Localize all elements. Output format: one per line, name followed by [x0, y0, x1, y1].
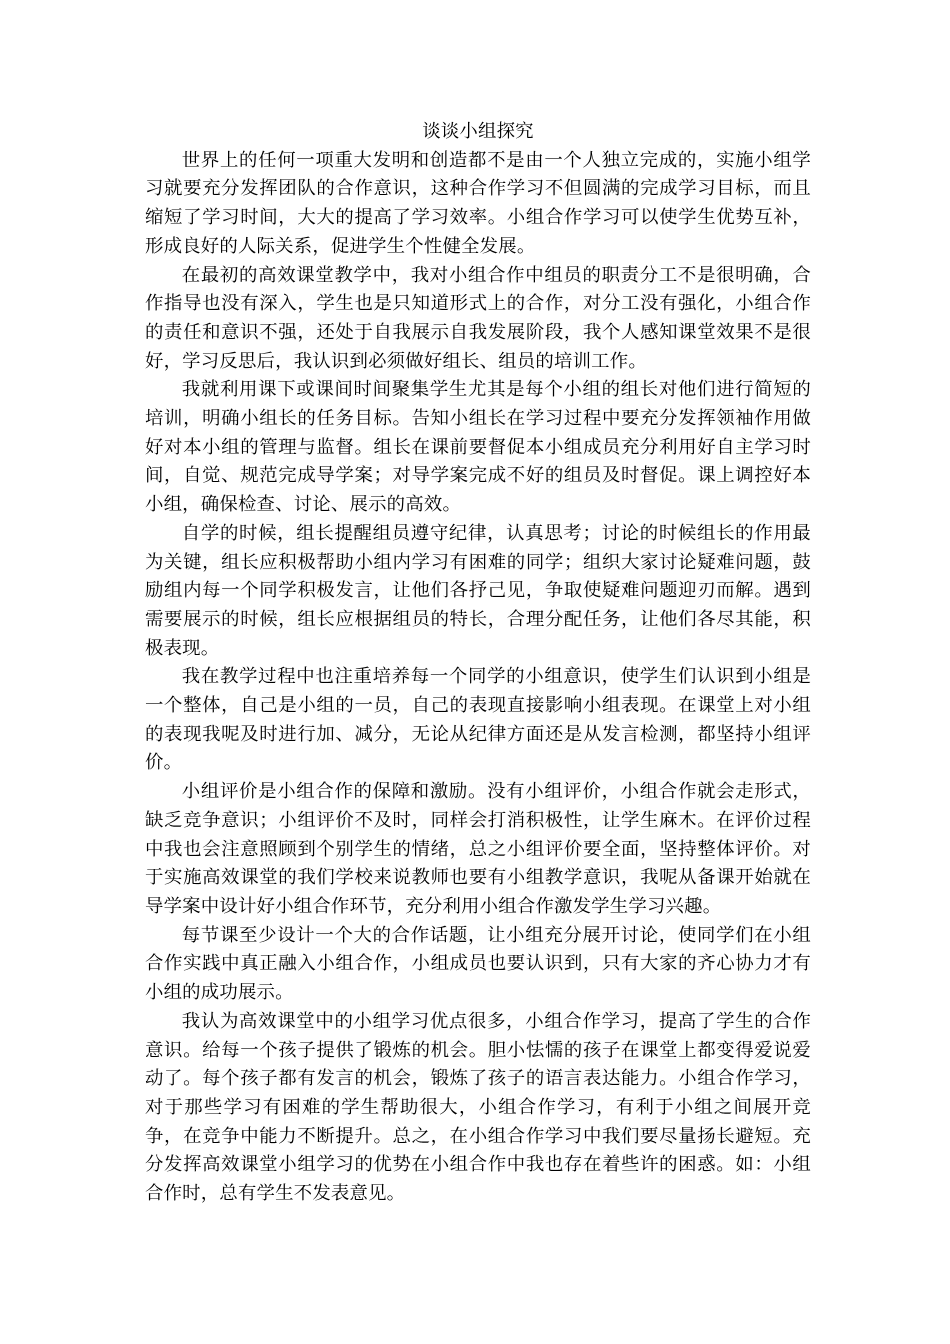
document-body — [145, 118, 811, 1209]
paragraph-3: 我就利用课下或课间时间聚集学生尤其是每个小组的组长对他们进行简短的培训，明确小组长的任务目标。告知小组长在学习过程中要充分发挥领袖作用做好对本小组的管理与监督。组长在课前要督促本小组成员充分利用好自主学习时间，自觉、规范完成导学案；对导学案完成不好的组员及时督促。课上调控好本小组，确保检查、讨论、展示的高效。 — [145, 379, 811, 516]
paragraph-6: 小组评价是小组合作的保障和激励。没有小组评价，小组合作就会走形式，缺乏竞争意识；小组评价不及时，同样会打消积极性，让学生麻木。在评价过程中我也会注意照顾到个别学生的情绪，总之小组评价要全面，坚持整体评价。对于实施高效课堂的我们学校来说教师也要有小组教学意识，我呢从备课开始就在导学案中设计好小组合作环节，充分利用小组合作激发学生学习兴趣。 — [145, 781, 811, 917]
paragraph-5: 我在教学过程中也注重培养每一个同学的小组意识，使学生们认识到小组是一个整体，自己是小组的一员，自己的表现直接影响小组表现。在课堂上对小组的表现我呢及时进行加、减分，无论从纪律方面还是从发言检测，都坚持小组评价。 — [145, 666, 811, 774]
document-title: 谈谈小组探究 — [422, 121, 534, 142]
paragraph-7: 每节课至少设计一个大的合作话题，让小组充分展开讨论，使同学们在小组合作实践中真正融入小组合作，小组成员也要认识到，只有大家的齐心协力才有小组的成功展示。 — [145, 924, 811, 1004]
paragraph-8: 我认为高效课堂中的小组学习优点很多，小组合作学习，提高了学生的合作意识。给每一个孩子提供了锻炼的机会。胆小怯懦的孩子在课堂上都变得爱说爱动了。每个孩子都有发言的机会，锻炼了孩子的语言表达能力。小组合作学习，对于那些学习有困难的学生帮助很大，小组合作学习，有利于小组之间展开竞争，在竞争中能力不断提升。总之，在小组合作学习中我们要尽量扬长避短。充分发挥高效课堂小组学习的优势在小组合作中我也存在着些许的困惑。如：小组合作时，总有学生不发表意见。 — [145, 1010, 811, 1205]
paragraph-2: 在最初的高效课堂教学中，我对小组合作中组员的职责分工不是很明确，合作指导也没有深入，学生也是只知道形式上的合作，对分工没有强化，小组合作的责任和意识不强，还处于自我展示自我发展阶段，我个人感知课堂效果不是很好，学习反思后，我认识到必须做好组长、组员的培训工作。 — [145, 264, 811, 372]
paragraph-1: 世界上的任何一项重大发明和创造都不是由一个人独立完成的，实施小组学习就要充分发挥团队的合作意识，这种合作学习不但圆满的完成学习目标，而且缩短了学习时间，大大的提高了学习效率。小组合作学习可以使学生优势互补，形成良好的人际关系，促进学生个性健全发展。 — [145, 149, 811, 257]
paragraph-4: 自学的时候，组长提醒组员遵守纪律，认真思考；讨论的时候组长的作用最为关键，组长应积极帮助小组内学习有困难的同学；组织大家讨论疑难问题，鼓励组内每一个同学积极发言，让他们各抒己见，争取使疑难问题迎刃而解。遇到需要展示的时候，组长应根据组员的特长，合理分配任务，让他们各尽其能，积极表现。 — [145, 522, 811, 659]
